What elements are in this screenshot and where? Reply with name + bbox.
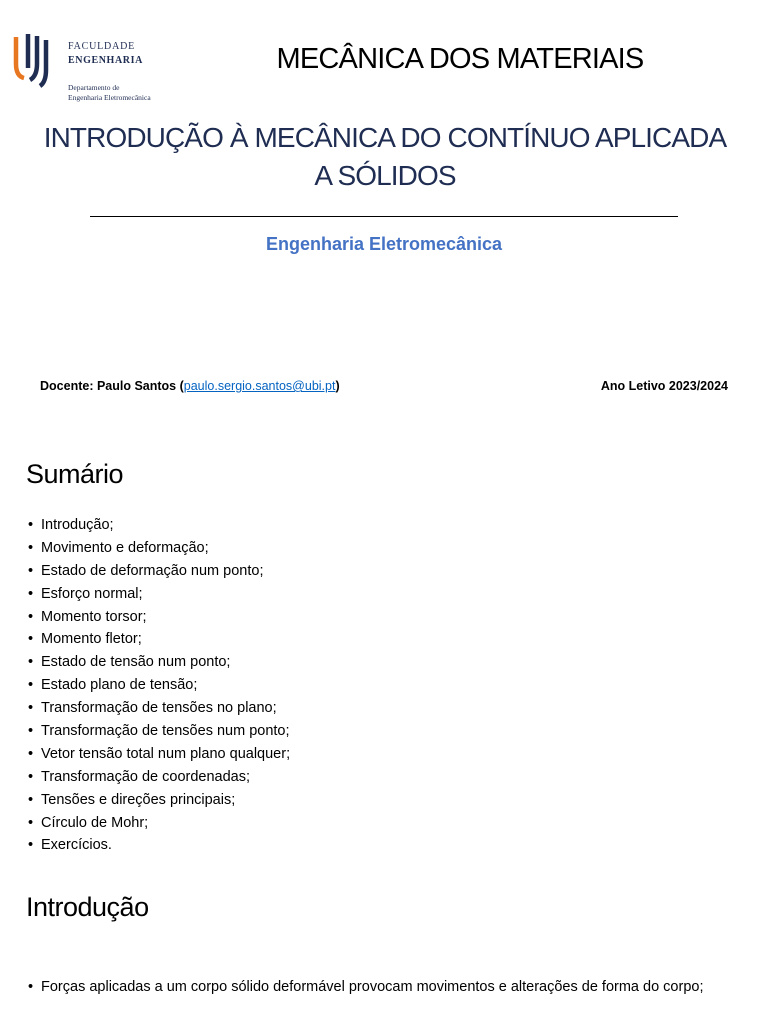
bullet: •: [28, 837, 34, 854]
bullet: •: [28, 585, 34, 602]
list-item: [26, 583, 290, 606]
list-item-text: Transformação de tensões no plano;: [41, 700, 277, 717]
paragraph-text: Forças aplicadas a um corpo sólido deformável provocam movimentos e alterações de forma do corpo;: [41, 979, 704, 995]
department-name: Engenharia Eletromecânica: [68, 93, 151, 102]
list-item-text: Transformação de coordenadas;: [41, 768, 251, 785]
bullet: •: [28, 814, 34, 831]
faculty-logo: [10, 32, 180, 104]
department-label: Departamento de: [68, 83, 120, 92]
ubi-logo-icon: [10, 34, 60, 90]
teacher-suffix: ): [335, 379, 340, 393]
list-item: [26, 560, 290, 583]
bullet: •: [28, 745, 34, 762]
list-item-text: Vetor tensão total num plano qualquer;: [41, 745, 291, 762]
teacher-prefix: Docente: Paulo Santos (: [40, 379, 184, 393]
bullet: •: [28, 768, 34, 785]
list-item: [26, 651, 290, 674]
list-item: [26, 697, 290, 720]
list-item-text: Tensões e direções principais;: [41, 791, 236, 808]
bullet: •: [28, 539, 34, 556]
summary-list: [26, 514, 290, 857]
bullet: •: [28, 631, 34, 648]
list-item-text: Esforço normal;: [41, 585, 143, 602]
engineering-label: ENGENHARIA: [68, 55, 143, 66]
teacher-info: [40, 379, 340, 393]
bullet: •: [28, 562, 34, 579]
list-item: [26, 606, 290, 629]
program-name: Engenharia Eletromecânica: [265, 234, 503, 254]
list-item-text: Movimento e deformação;: [41, 539, 209, 556]
faculty-label: FACULDADE: [68, 41, 136, 52]
list-item-text: Estado de deformação num ponto;: [41, 562, 264, 579]
list-item-text: Transformação de tensões num ponto;: [41, 723, 290, 740]
academic-year: Ano Letivo 2023/2024: [600, 379, 728, 393]
list-item: [26, 514, 290, 537]
lecture-title: INTRODUÇÃO À MECÂNICA DO CONTÍNUO APLICADA A SÓLIDOS: [43, 122, 727, 191]
bullet: •: [28, 608, 34, 625]
bullet: •: [28, 654, 34, 671]
title-divider: [90, 216, 678, 217]
list-item-text: Círculo de Mohr;: [41, 814, 149, 831]
bullet: •: [28, 700, 34, 717]
list-item: [26, 743, 290, 766]
bullet: •: [28, 791, 34, 808]
bullet: •: [28, 677, 34, 694]
list-item: [26, 812, 290, 835]
list-item: [26, 537, 290, 560]
list-item: [26, 789, 290, 812]
list-item-text: Estado plano de tensão;: [41, 677, 198, 694]
list-item-text: Exercícios.: [41, 837, 112, 854]
introduction-paragraph: [26, 977, 742, 998]
list-item: [26, 674, 290, 697]
list-item: [26, 628, 290, 651]
list-item: [26, 834, 290, 857]
bullet: •: [28, 723, 34, 740]
list-item: [26, 720, 290, 743]
summary-heading: Sumário: [26, 459, 124, 489]
list-item: [26, 766, 290, 789]
introduction-heading: Introdução: [26, 892, 149, 922]
teacher-email-link[interactable]: paulo.sergio.santos@ubi.pt: [183, 379, 336, 393]
bullet: •: [28, 979, 34, 995]
list-item-text: Introdução;: [41, 517, 114, 533]
list-item-text: Momento torsor;: [41, 608, 147, 625]
list-item-text: Estado de tensão num ponto;: [41, 654, 231, 671]
bullet: •: [28, 517, 34, 533]
list-item-text: Momento fletor;: [41, 631, 142, 648]
course-title: MECÂNICA DOS MATERIAIS: [276, 43, 644, 75]
